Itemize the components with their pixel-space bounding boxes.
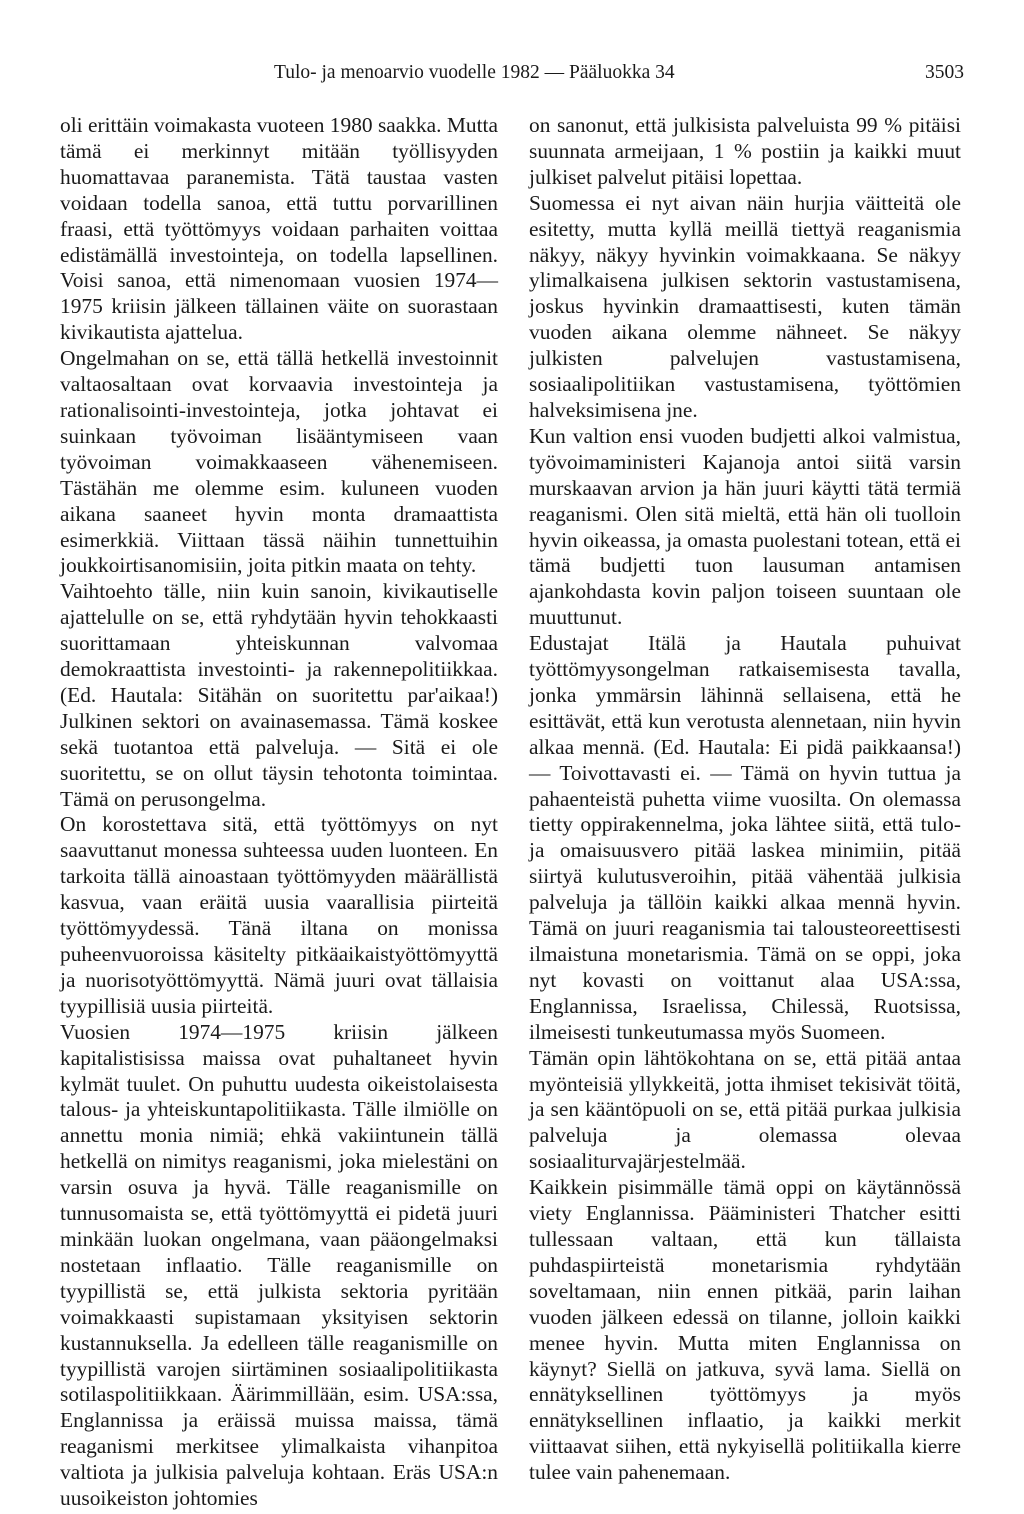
page-header	[0, 62, 1024, 88]
paragraph: Vaihtoehto tälle, niin kuin sanoin, kivikautiselle ajattelulle on se, että ryhdytään hyvin tehokkaasti suorittamaan yhteiskunnan valvomaa demokraattista investointi- ja rakennepolitiikkaa. (Ed. Hautala: Sitähän on suoritettu par'aikaa!) Julkinen sektori on avainasemassa. Tämä koskee sekä tuotantoa että palveluja. — Sitä ei ole suoritettu, se on ollut täysin tehotonta toimintaa. Tämä on perusongelma.	[60, 579, 498, 811]
right-column	[529, 113, 961, 1486]
paragraph: Vuosien 1974—1975 kriisin jälkeen kapitalistisissa maissa ovat puhaltaneet hyvin kylmät tuulet. On puhuttu uudesta oikeistolaisesta talous- ja yhteiskuntapolitiikasta. Tälle ilmiölle on annettu monia nimiä; ehkä vakiintunein tällä hetkellä on nimitys reaganismi, joka mielestäni on varsin osuva ja hyvä. Tälle reaganismille on tunnusomaista se, että työttömyyttä ei pidetä juuri minkään luokan ongelmana, vaan pääongelmaksi nostetaan inflaatio. Tälle reaganismille on tyypillistä se, että julkista sektoria pyritään voimakkaasti supistamaan yksityisen sektorin kustannuksella. Ja edelleen tälle reaganismille on tyypillistä varojen siirtäminen sosiaalipolitiikasta sotilaspolitiikkaan. Äärimmillään, esim. USA:ssa, Englannissa ja eräissä muissa maissa, tämä reaganismi merkitsee ylimalkaista vihanpitoa valtiota ja julkisia palveluja kohtaan. Eräs USA:n uusoikeiston johtomies	[60, 1019, 498, 1511]
paragraph: Suomessa ei nyt aivan näin hurjia väitteitä ole esitetty, mutta kyllä meillä tiettyä reaganismia näkyy, näkyy hyvinkin voimakkaana. Se näkyy ylimalkaisena julkisen sektorin vastustamisena, joskus hyvinkin dramaattisesti, kuten tämän vuoden aikana olemme nähneet. Se näkyy julkisten palvelujen vastustamisena, sosiaalipolitiikan vastustamisena, työttömien halveksimisena jne.	[529, 190, 961, 422]
paragraph: on sanonut, että julkisista palveluista 99 % pitäisi suunnata armeijaan, 1 % postiin ja kaikki muut julkiset palvelut pitäisi lopettaa.	[529, 113, 961, 189]
paragraph: Ongelmahan on se, että tällä hetkellä investoinnit valtaosaltaan ovat korvaavia investointeja ja rationalisointi-investointeja, jotka johtavat ei suinkaan työvoiman lisääntymiseen vaan työvoiman voimakkaaseen vähenemiseen. Tästähän me olemme esim. kuluneen vuoden aikana saaneet hyvin monta dramaattista esimerkkiä. Viittaan tässä näihin tunnettuihin joukkoirtisanomisiin, joita pitkin maata on tehty.	[60, 346, 498, 578]
running-title: Tulo- ja menoarvio vuodelle 1982 — Pääluokka 34	[274, 62, 675, 83]
paragraph: oli erittäin voimakasta vuoteen 1980 saakka. Mutta tämä ei merkinnyt mitään työllisyyden huomattavaa paranemista. Tätä taustaa vasten voidaan todella sanoa, että tuttu porvarillinen fraasi, että työttömyys voidaan parhaiten voittaa edistämällä investointeja, on todella lapsellinen. Voisi sanoa, että nimenomaan vuosien 1974—1975 kriisin jälkeen tällainen väite on suorastaan kivikautista ajattelua.	[60, 113, 498, 345]
left-column	[60, 113, 498, 1512]
paragraph: On korostettava sitä, että työttömyys on nyt saavuttanut monessa suhteessa uuden luonteen. En tarkoita tällä ainoastaan työttömyyden määrällistä kasvua, vaan eräitä uusia vaarallisia piirteitä työttömyydessä. Tänä iltana on monissa puheenvuoroissa käsitelty pitkäaikaistyöttömyyttä ja nuorisotyöttömyyttä. Nämä juuri ovat tällaisia tyypillisiä uusia piirteitä.	[60, 812, 498, 1018]
paragraph: Kun valtion ensi vuoden budjetti alkoi valmistua, työvoimaministeri Kajanoja antoi siitä varsin murskaavan arvion ja hän juuri käytti tätä termiä reaganismi. Olen sitä mieltä, että hän oli tuolloin hyvin oikeassa, ja omasta puolestani totean, että ei tämä budjetti tuon lausuman antamisen ajankohdasta kovin paljon toiseen suuntaan ole muuttunut.	[529, 423, 961, 630]
paragraph: Tämän opin lähtökohtana on se, että pitää antaa myönteisiä yllykkeitä, jotta ihmiset tekisivät töitä, ja sen kääntöpuoli on se, että pitää purkaa julkisia palveluja ja olemassa olevaa sosiaaliturvajärjestelmää.	[529, 1045, 961, 1174]
paragraph: Edustajat Itälä ja Hautala puhuivat työttömyysongelman ratkaisemisesta tavalla, jonka ymmärsin lähinnä sellaisena, että he esittävät, että kun verotusta alennetaan, niin hyvin alkaa mennä. (Ed. Hautala: Ei pidä paikkaansa!) — Toivottavasti ei. — Tämä on hyvin tuttua ja pahaenteistä puhetta viime vuosilta. On olemassa tietty oppirakennelma, joka lähtee siitä, että tulo- ja omaisuusvero pitää laskea minimiin, pitää siirtyä kulutusveroihin, pitää vähentää julkisia palveluja ja tällöin kaikki alkaa mennä hyvin. Tämä on juuri reaganismia tai talousteoreettisesti ilmaistuna monetarismia. Tämä on se oppi, joka nyt kovasti on voittanut alaa USA:ssa, Englannissa, Israelissa, Chilessä, Ruotsissa, ilmeisesti tunkeutumassa myös Suomeen.	[529, 631, 961, 1044]
paragraph: Kaikkein pisimmälle tämä oppi on käytännössä viety Englannissa. Pääministeri Thatcher esitti tullessaan valtaan, että kun tällaista puhdaspiirteistä monetarismia ryhdytään soveltamaan, niin ennen pitkää, parin laihan vuoden jälkeen edessä on tilanne, jolloin kaikki menee hyvin. Mutta miten Englannissa on käynyt? Siellä on jatkuva, syvä lama. Siellä on ennätyksellinen työttömyys ja myös ennätyksellinen inflaatio, ja kaikki merkit viittaavat siihen, että nykyisellä politiikalla kierre tulee vain pahenemaan.	[529, 1175, 961, 1485]
page-number: 3503	[925, 62, 964, 83]
